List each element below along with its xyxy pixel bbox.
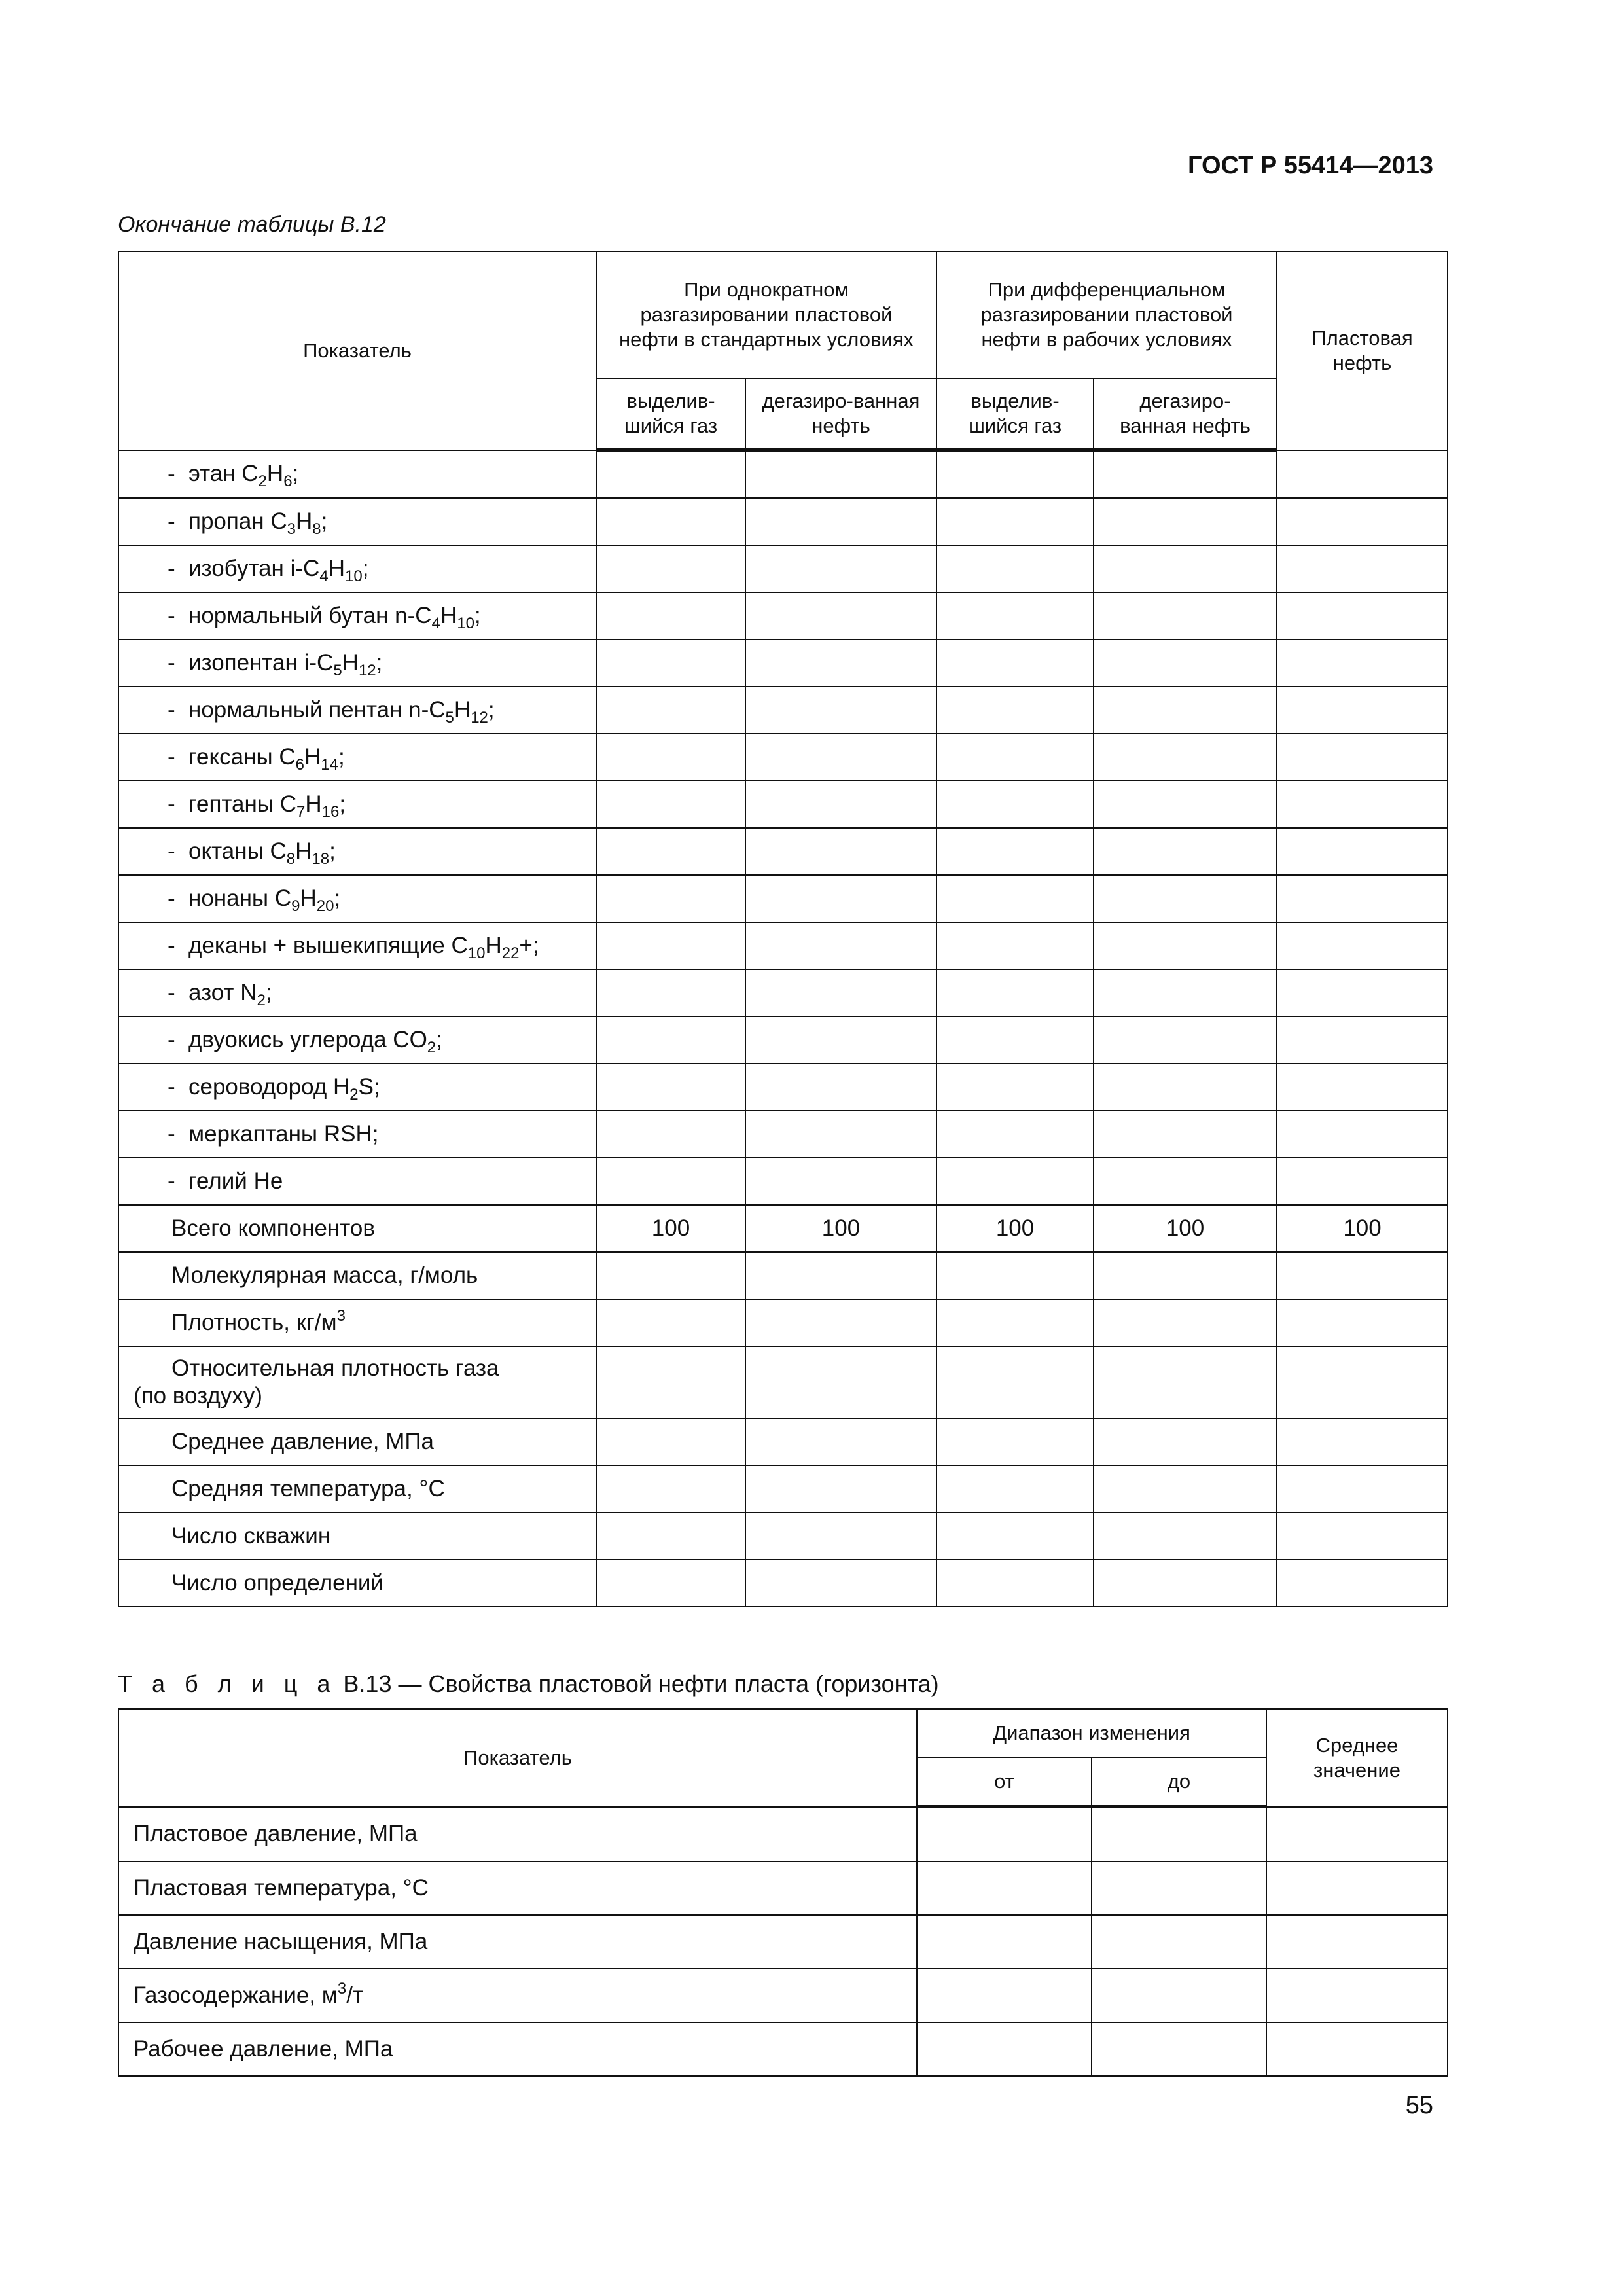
empty-cell	[1094, 875, 1277, 922]
component-label	[118, 969, 596, 1016]
row-label	[118, 1969, 917, 2022]
header-oil-2: дегазиро-ванная нефть	[1094, 378, 1277, 450]
empty-cell	[1277, 875, 1448, 922]
empty-cell	[936, 639, 1094, 687]
component-name: октаны $C_8H_{18}$;	[188, 838, 336, 868]
empty-cell	[936, 875, 1094, 922]
list-dash: -	[168, 1168, 175, 1194]
empty-cell	[1277, 450, 1448, 499]
empty-cell	[936, 687, 1094, 734]
component-label	[118, 922, 596, 969]
empty-cell	[1092, 1915, 1266, 1969]
table-b13	[118, 1708, 1448, 2077]
component-row	[118, 1016, 1448, 1064]
empty-cell	[1094, 828, 1277, 875]
component-name: гексаны $C_6H_{14}$;	[188, 744, 345, 774]
standard-number: ГОСТ Р 55414—2013	[1188, 152, 1433, 179]
empty-cell	[1094, 1465, 1277, 1513]
empty-cell	[1094, 1252, 1277, 1299]
empty-cell	[1277, 1111, 1448, 1158]
empty-cell	[1094, 1111, 1277, 1158]
table-b13-title	[118, 1670, 939, 1698]
component-row	[118, 545, 1448, 592]
table-row	[118, 1346, 1448, 1418]
empty-cell	[936, 1560, 1094, 1607]
empty-cell	[745, 639, 936, 687]
component-row	[118, 969, 1448, 1016]
empty-cell	[1094, 1158, 1277, 1205]
component-name: изопентан $i-C_5H_{12}$;	[188, 650, 383, 679]
total-row	[118, 1205, 1448, 1252]
empty-cell	[1277, 969, 1448, 1016]
component-label	[118, 1111, 596, 1158]
empty-cell	[596, 875, 745, 922]
list-dash: -	[168, 980, 175, 1005]
empty-cell	[917, 2022, 1092, 2076]
header-indicator: Показатель	[118, 1709, 917, 1807]
empty-cell	[917, 1861, 1092, 1915]
empty-cell	[936, 781, 1094, 828]
empty-cell	[1094, 498, 1277, 545]
component-row	[118, 1064, 1448, 1111]
empty-cell	[936, 498, 1094, 545]
empty-cell	[1277, 1299, 1448, 1346]
empty-cell	[936, 1513, 1094, 1560]
empty-cell	[1277, 828, 1448, 875]
component-label	[118, 828, 596, 875]
total-label: Всего компонентов	[118, 1205, 596, 1252]
table-row	[118, 1252, 1448, 1299]
component-name: этан $C_2H_6$;	[188, 461, 299, 491]
component-row	[118, 1111, 1448, 1158]
empty-cell	[1094, 734, 1277, 781]
table-row	[118, 1465, 1448, 1513]
empty-cell	[745, 875, 936, 922]
empty-cell	[917, 1807, 1092, 1862]
component-name: изобутан $i-C_4H_{10}$;	[188, 556, 369, 585]
header-differential-degassing: При дифференциальном разгазировании пластовой нефти в рабочих условиях	[936, 251, 1277, 378]
empty-cell	[745, 1513, 936, 1560]
empty-cell	[1094, 1513, 1277, 1560]
empty-cell	[745, 1560, 936, 1607]
empty-cell	[1094, 1299, 1277, 1346]
empty-cell	[745, 545, 936, 592]
table-row	[118, 1513, 1448, 1560]
empty-cell	[1277, 639, 1448, 687]
component-label	[118, 1158, 596, 1205]
component-row	[118, 828, 1448, 875]
list-dash: -	[168, 509, 175, 534]
total-value: 100	[1094, 1205, 1277, 1252]
table-continuation-caption: Окончание таблицы В.12	[118, 212, 386, 237]
empty-cell	[596, 1111, 745, 1158]
empty-cell	[1266, 2022, 1448, 2076]
total-value: 100	[745, 1205, 936, 1252]
header-reservoir-oil: Пластовая нефть	[1277, 251, 1448, 450]
table-row	[118, 1915, 1448, 1969]
empty-cell	[917, 1915, 1092, 1969]
empty-cell	[1266, 1807, 1448, 1862]
empty-cell	[936, 969, 1094, 1016]
empty-cell	[936, 1016, 1094, 1064]
empty-cell	[596, 734, 745, 781]
empty-cell	[596, 1418, 745, 1465]
empty-cell	[745, 1158, 936, 1205]
component-name: нонаны $C_9H_{20}$;	[188, 886, 341, 915]
component-label	[118, 687, 596, 734]
empty-cell	[936, 1111, 1094, 1158]
empty-cell	[936, 1418, 1094, 1465]
gas-content-label: Газосодержание, $м^3/т$	[134, 1980, 363, 2008]
empty-cell	[1277, 687, 1448, 734]
component-label	[118, 545, 596, 592]
empty-cell	[1094, 922, 1277, 969]
empty-cell	[1094, 1016, 1277, 1064]
empty-cell	[1277, 545, 1448, 592]
empty-cell	[1094, 592, 1277, 639]
empty-cell	[745, 828, 936, 875]
empty-cell	[1094, 969, 1277, 1016]
empty-cell	[1277, 734, 1448, 781]
list-dash: -	[168, 603, 175, 628]
component-label	[118, 498, 596, 545]
empty-cell	[745, 1111, 936, 1158]
empty-cell	[1277, 1346, 1448, 1418]
empty-cell	[596, 969, 745, 1016]
empty-cell	[596, 545, 745, 592]
density-label: Плотность, $кг/м^3$	[171, 1307, 346, 1335]
page-number: 55	[1405, 2092, 1433, 2119]
empty-cell	[936, 1299, 1094, 1346]
header-from: от	[917, 1757, 1092, 1807]
list-dash: -	[168, 556, 175, 581]
component-row	[118, 1158, 1448, 1205]
component-name: двуокись углерода $CO_2$;	[188, 1027, 442, 1056]
total-value: 100	[596, 1205, 745, 1252]
header-gas-2: выделив-шийся газ	[936, 378, 1094, 450]
empty-cell	[1277, 1418, 1448, 1465]
empty-cell	[596, 450, 745, 499]
header-to: до	[1092, 1757, 1266, 1807]
list-dash: -	[168, 744, 175, 770]
empty-cell	[745, 781, 936, 828]
empty-cell	[1277, 1560, 1448, 1607]
list-dash: -	[168, 1121, 175, 1147]
table-title-text: В.13 — Свойства пластовой нефти пласта (горизонта)	[343, 1670, 939, 1697]
list-dash: -	[168, 697, 175, 723]
empty-cell	[745, 1418, 936, 1465]
component-name: сероводород $H_2S$;	[188, 1074, 380, 1103]
table-label: Т а б л и ц а	[118, 1670, 337, 1697]
table-row	[118, 1969, 1448, 2022]
empty-cell	[1277, 1158, 1448, 1205]
total-value: 100	[1277, 1205, 1448, 1252]
empty-cell	[596, 592, 745, 639]
empty-cell	[1094, 1560, 1277, 1607]
empty-cell	[1277, 1513, 1448, 1560]
empty-cell	[1094, 545, 1277, 592]
empty-cell	[745, 734, 936, 781]
empty-cell	[745, 592, 936, 639]
table-row	[118, 1299, 1448, 1346]
empty-cell	[1092, 1807, 1266, 1862]
row-label: Рабочее давление, МПа	[118, 2022, 917, 2076]
component-label	[118, 875, 596, 922]
component-name: гептаны $C_7H_{16}$;	[188, 791, 346, 821]
component-name: нормальный пентан $n-C_5H_{12}$;	[188, 697, 495, 726]
component-name: азот $N_2$;	[188, 980, 272, 1009]
empty-cell	[596, 1064, 745, 1111]
empty-cell	[1266, 1861, 1448, 1915]
empty-cell	[1277, 1465, 1448, 1513]
empty-cell	[596, 1252, 745, 1299]
list-dash: -	[168, 461, 175, 487]
table-row	[118, 1560, 1448, 1607]
empty-cell	[1277, 922, 1448, 969]
empty-cell	[1094, 1418, 1277, 1465]
empty-cell	[596, 1299, 745, 1346]
empty-cell	[1092, 1969, 1266, 2022]
header-indicator: Показатель	[118, 251, 596, 450]
table-row	[118, 1807, 1448, 1862]
empty-cell	[745, 450, 936, 499]
empty-cell	[745, 1346, 936, 1418]
empty-cell	[936, 545, 1094, 592]
empty-cell	[936, 828, 1094, 875]
list-dash: -	[168, 1027, 175, 1052]
row-label	[118, 1299, 596, 1346]
component-label	[118, 1064, 596, 1111]
empty-cell	[596, 1016, 745, 1064]
empty-cell	[936, 1064, 1094, 1111]
empty-cell	[1266, 1915, 1448, 1969]
empty-cell	[596, 1158, 745, 1205]
empty-cell	[1094, 639, 1277, 687]
empty-cell	[936, 1158, 1094, 1205]
empty-cell	[745, 1016, 936, 1064]
empty-cell	[1094, 450, 1277, 499]
list-dash: -	[168, 650, 175, 675]
component-row	[118, 875, 1448, 922]
empty-cell	[1094, 781, 1277, 828]
total-value: 100	[936, 1205, 1094, 1252]
row-label: Пластовая температура, °C	[118, 1861, 917, 1915]
component-label	[118, 639, 596, 687]
component-row	[118, 687, 1448, 734]
empty-cell	[1277, 781, 1448, 828]
table-row	[118, 1418, 1448, 1465]
empty-cell	[917, 1969, 1092, 2022]
header-single-degassing: При однократном разгазировании пластовой нефти в стандартных условиях	[596, 251, 936, 378]
component-row	[118, 450, 1448, 499]
empty-cell	[596, 781, 745, 828]
row-label: Число определений	[118, 1560, 596, 1607]
component-label	[118, 734, 596, 781]
empty-cell	[1277, 592, 1448, 639]
empty-cell	[1092, 2022, 1266, 2076]
component-name: меркаптаны RSH;	[188, 1121, 379, 1147]
component-name: пропан $C_3H_8$;	[188, 509, 328, 538]
row-label: Число скважин	[118, 1513, 596, 1560]
empty-cell	[1277, 1252, 1448, 1299]
list-dash: -	[168, 886, 175, 911]
component-label	[118, 450, 596, 499]
empty-cell	[596, 498, 745, 545]
empty-cell	[596, 1560, 745, 1607]
empty-cell	[936, 1465, 1094, 1513]
component-row	[118, 922, 1448, 969]
empty-cell	[745, 922, 936, 969]
component-name: деканы + вышекипящие $C_{10}H_{22}+$;	[188, 933, 539, 962]
empty-cell	[936, 450, 1094, 499]
list-dash: -	[168, 838, 175, 864]
empty-cell	[745, 498, 936, 545]
empty-cell	[596, 828, 745, 875]
empty-cell	[745, 1064, 936, 1111]
empty-cell	[596, 1346, 745, 1418]
empty-cell	[1277, 498, 1448, 545]
header-gas-1: выделив-шийся газ	[596, 378, 745, 450]
component-row	[118, 734, 1448, 781]
table-b12	[118, 251, 1448, 1607]
row-label: Давление насыщения, МПа	[118, 1915, 917, 1969]
empty-cell	[936, 734, 1094, 781]
empty-cell	[1094, 687, 1277, 734]
row-label: Среднее давление, МПа	[118, 1418, 596, 1465]
relative-density-label: Относительная плотность газа (по воздуху)	[134, 1355, 499, 1408]
component-label	[118, 592, 596, 639]
list-dash: -	[168, 1074, 175, 1100]
empty-cell	[596, 687, 745, 734]
empty-cell	[596, 1513, 745, 1560]
empty-cell	[1277, 1016, 1448, 1064]
empty-cell	[936, 592, 1094, 639]
empty-cell	[745, 1299, 936, 1346]
list-dash: -	[168, 791, 175, 817]
row-label	[118, 1346, 596, 1418]
table-row	[118, 1861, 1448, 1915]
header-mean: Среднее значение	[1266, 1709, 1448, 1807]
row-label: Молекулярная масса, г/моль	[118, 1252, 596, 1299]
list-dash: -	[168, 933, 175, 958]
component-row	[118, 498, 1448, 545]
empty-cell	[745, 1252, 936, 1299]
empty-cell	[745, 969, 936, 1016]
empty-cell	[936, 1252, 1094, 1299]
components-body	[118, 450, 1448, 1206]
component-row	[118, 781, 1448, 828]
component-row	[118, 592, 1448, 639]
empty-cell	[1266, 1969, 1448, 2022]
empty-cell	[1092, 1861, 1266, 1915]
header-oil-1: дегазиро-ванная нефть	[745, 378, 936, 450]
table-row	[118, 2022, 1448, 2076]
empty-cell	[1094, 1346, 1277, 1418]
empty-cell	[1277, 1064, 1448, 1111]
empty-cell	[745, 1465, 936, 1513]
component-label	[118, 781, 596, 828]
empty-cell	[596, 1465, 745, 1513]
component-name: гелий He	[188, 1168, 283, 1194]
row-label: Пластовое давление, МПа	[118, 1807, 917, 1862]
header-range: Диапазон изменения	[917, 1709, 1266, 1757]
empty-cell	[936, 1346, 1094, 1418]
component-row	[118, 639, 1448, 687]
row-label: Средняя температура, °C	[118, 1465, 596, 1513]
empty-cell	[596, 922, 745, 969]
empty-cell	[1094, 1064, 1277, 1111]
empty-cell	[596, 639, 745, 687]
component-label	[118, 1016, 596, 1064]
component-name: нормальный бутан $n-C_4H_{10}$;	[188, 603, 481, 632]
empty-cell	[745, 687, 936, 734]
empty-cell	[936, 922, 1094, 969]
